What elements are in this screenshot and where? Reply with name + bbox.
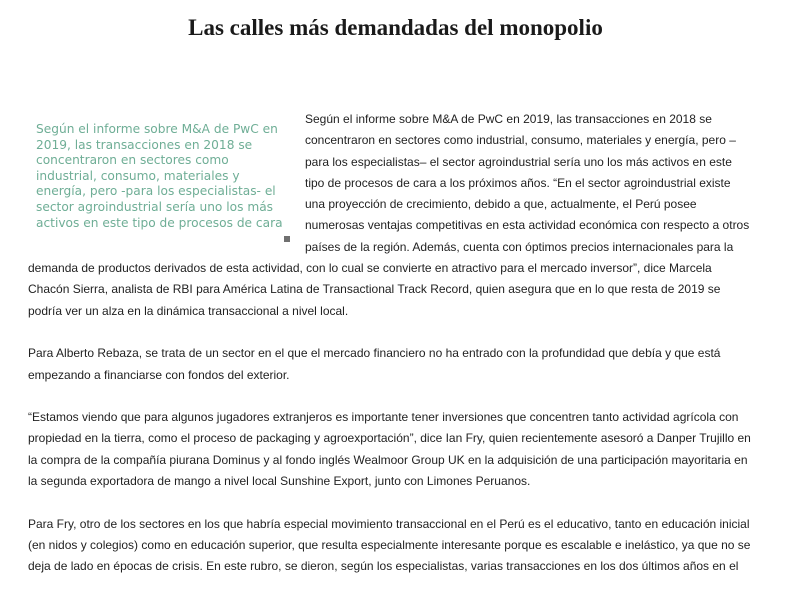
pull-quote: Según el informe sobre M&A de PwC en 2019, las transacciones en 2018 se concentraron en sectores como industrial, consumo, materiales y energía, pero -para los especialistas- el sector agroindustrial sería uno los más activos en este tipo de procesos de cara	[36, 122, 283, 230]
article-paragraph: “Estamos viendo que para algunos jugadores extranjeros es importante tener inversiones que concentren tanto actividad agrícola con propiedad en la tierra, como el proceso de packaging y agroexportación”, dice Ian Fry, quien recientemente asesoró a Danper Trujillo en la compra de la compañía piurana Dominus y al fondo inglés Wealmoor Group UK en la adquisición de una participación mayoritaria en la segunda exportadora de mango a nivel local Sunshine Export, junto con Limones Peruanos.	[28, 410, 751, 489]
article-paragraph: Para Alberto Rebaza, se trata de un sector en el que el mercado financiero no ha entrado con la profundidad que debía y que está empezando a financiarse con fondos del exterior.	[28, 346, 721, 382]
article-paragraph: Según el informe sobre M&A de PwC en 2019, las transacciones en 2018 se concentraron en sectores como industrial, consumo, materiales y energía, pero –para los especialistas– el sector agroindustrial sería uno los más activos en este tipo de procesos de cara a los próximos años. “En el sector agroindustrial existe una proyección de crecimiento, debido a que, actualmente, el Perú posee numerosas ventajas competitivas en esta actividad económica con respecto a otros países de la región. Además, cuenta con óptimos precios internacionales para la demanda de productos derivados de esta actividad, con lo cual se convierte en atractivo para el mercado inversor”, dice Marcela Chacón Sierra, analista de RBI para América Latina de Transactional Track Record, quien asegura que en lo que resta de 2019 se podría ver un alza en la dinámica transaccional a nivel local.	[28, 112, 750, 318]
pull-quote-spacer	[28, 109, 305, 257]
article-body	[28, 109, 753, 599]
article-title: Las calles más demandadas del monopolio	[188, 15, 603, 40]
article-paragraph: Para Fry, otro de los sectores en los que habría especial movimiento transaccional en el Perú es el educativo, tanto en educación inicial (en nidos y colegios) como en educación superior, que resulta especialmente interesante porque es escalable e inelástico, ya que no se deja de lado en épocas de crisis. En este rubro, se dieron, según los especialistas, varias transacciones en los dos últimos años en el	[28, 516, 751, 574]
